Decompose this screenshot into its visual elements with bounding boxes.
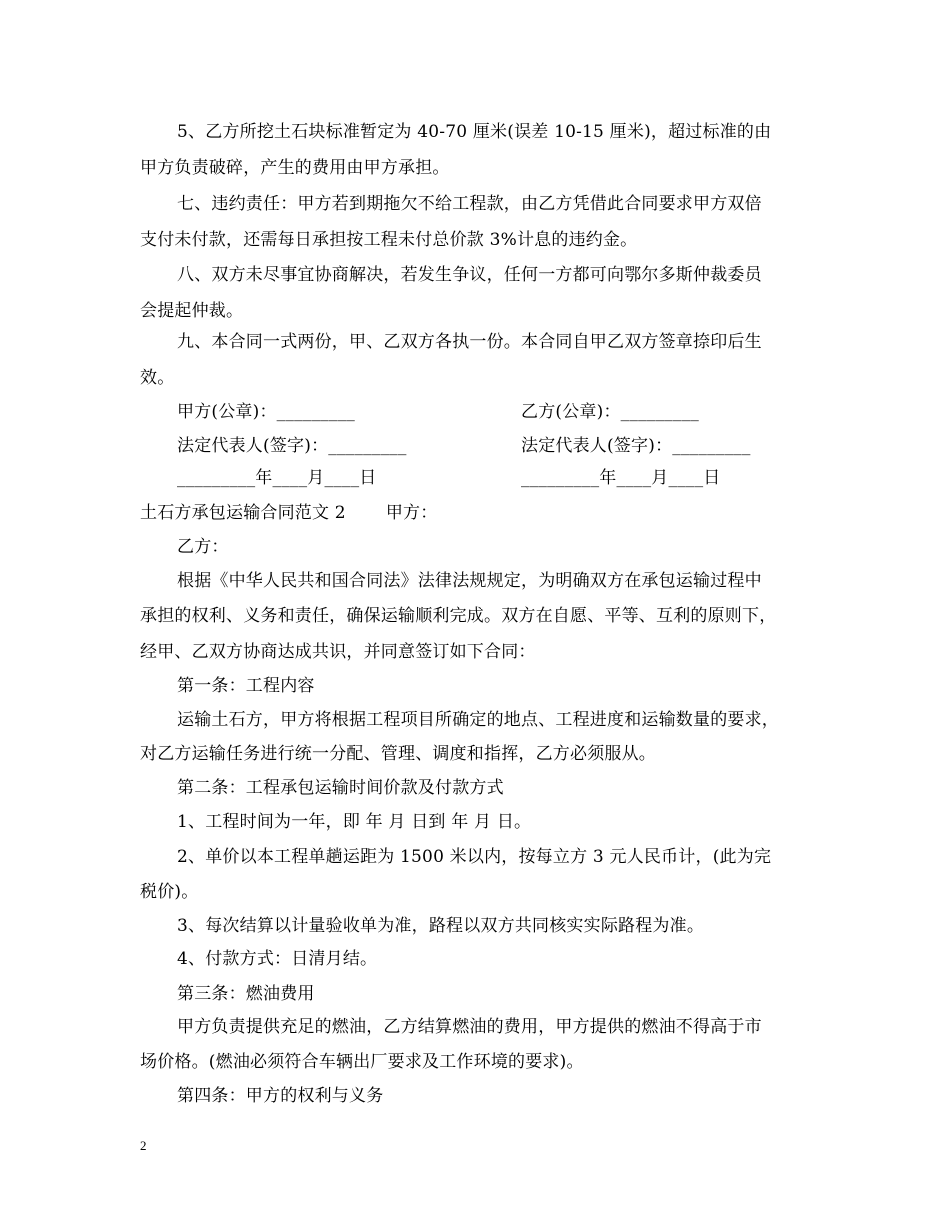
party-b-representative: 法定代表人(签字)：_________ bbox=[521, 436, 751, 456]
article-3-line-2: 场价格。(燃油必须符合车辆出厂要求及工作环境的要求)。 bbox=[140, 1052, 584, 1072]
article-1-title: 第一条：工程内容 bbox=[177, 676, 315, 696]
preamble-line-2: 承担的权利、义务和责任，确保运输顺利完成。双方在自愿、平等、互利的原则下， bbox=[140, 606, 777, 626]
article-3-line-1: 甲方负责提供充足的燃油，乙方结算燃油的费用，甲方提供的燃油不得高于市 bbox=[177, 1017, 762, 1037]
article-3-title: 第三条：燃油费用 bbox=[177, 984, 315, 1004]
clause-9-line-2: 效。 bbox=[140, 368, 175, 388]
clause-9-line-1: 九、本合同一式两份，甲、乙双方各执一份。本合同自甲乙双方签章捺印后生 bbox=[177, 332, 762, 352]
article-2-item-3: 3、每次结算以计量验收单为准，路程以双方共同核实实际路程为准。 bbox=[177, 916, 705, 936]
article-2-item-4: 4、付款方式：日清月结。 bbox=[177, 949, 378, 969]
party-b-line: 乙方： bbox=[177, 537, 229, 557]
article-2-item-2-line-2: 税价)。 bbox=[140, 882, 199, 902]
clause-7-line-1: 七、违约责任：甲方若到期拖欠不给工程款，由乙方凭借此合同要求甲方双倍 bbox=[177, 194, 762, 214]
party-a-representative: 法定代表人(签字)：_________ bbox=[177, 436, 407, 456]
article-2-item-1: 1、工程时间为一年，即 年 月 日到 年 月 日。 bbox=[177, 812, 532, 832]
clause-7-line-2: 支付未付款，还需每日承担按工程未付总价款 3%计息的违约金。 bbox=[140, 230, 638, 250]
clause-8-line-1: 八、双方未尽事宜协商解决，若发生争议，任何一方都可向鄂尔多斯仲裁委员 bbox=[177, 265, 762, 285]
party-a-seal: 甲方(公章)：_________ bbox=[177, 402, 355, 422]
party-b-seal: 乙方(公章)：_________ bbox=[521, 402, 699, 422]
party-a-date: _________年____月____日 bbox=[177, 468, 377, 488]
preamble-line-3: 经甲、乙双方协商达成共识，并同意签订如下合同： bbox=[140, 642, 536, 662]
article-4-title: 第四条：甲方的权利与义务 bbox=[177, 1086, 384, 1106]
article-1-line-2: 对乙方运输任务进行统一分配、管理、调度和指挥，乙方必须服从。 bbox=[140, 744, 656, 764]
party-b-date: _________年____月____日 bbox=[521, 468, 721, 488]
clause-5-line-1: 5、乙方所挖土石块标准暂定为 40-70 厘米(误差 10-15 厘米)，超过标准的由 bbox=[177, 122, 772, 142]
clause-8-line-2: 会提起仲裁。 bbox=[140, 301, 244, 321]
article-2-title: 第二条：工程承包运输时间价款及付款方式 bbox=[177, 778, 504, 798]
preamble-line-1: 根据《中华人民共和国合同法》法律法规规定，为明确双方在承包运输过程中 bbox=[177, 571, 762, 591]
article-2-item-2-line-1: 2、单价以本工程单趟运距为 1500 米以内，按每立方 3 元人民币计，(此为完 bbox=[177, 847, 772, 867]
article-1-line-1: 运输土石方，甲方将根据工程项目所确定的地点、工程进度和运输数量的要求， bbox=[177, 710, 779, 730]
contract-2-heading: 土石方承包运输合同范文 2 甲方： bbox=[140, 503, 438, 523]
page-number: 2 bbox=[140, 1138, 147, 1153]
clause-5-line-2: 甲方负责破碎，产生的费用由甲方承担。 bbox=[140, 158, 450, 178]
